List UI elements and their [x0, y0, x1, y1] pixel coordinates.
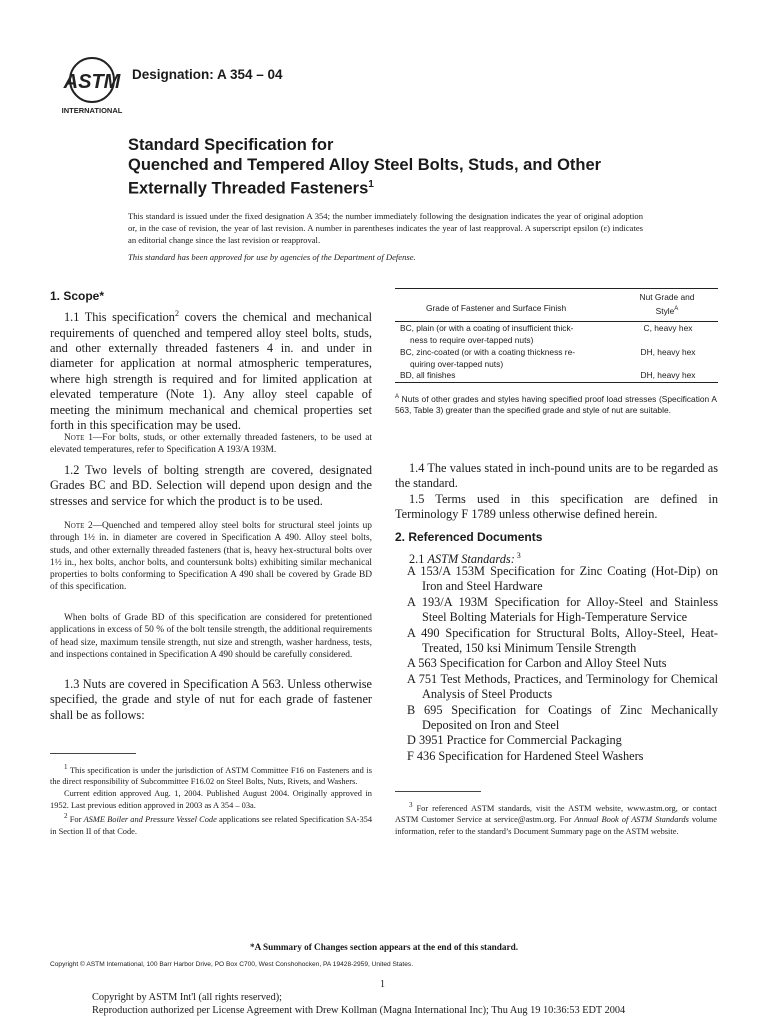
table-top-rule [395, 288, 718, 289]
copyright-line: Copyright © ASTM International, 100 Barr Harbor Drive, PO Box C700, West Conshohocken, PA 19428-2959, United States. [50, 961, 414, 968]
paragraph-2-1: 2.1 ASTM Standards: $^3$ [409, 551, 521, 567]
table-header-nut: Nut Grade and Style$^A$ [639, 292, 695, 316]
footnote-1: $^1$ This specification is under the jurisdiction of ASTM Committee F16 on Fasteners and is the direct responsibility of Subcommittee F16.02 on Steel Bolts, Nuts, Rivets, and Washers. [50, 763, 372, 787]
list-item: A 563 Specification for Carbon and Alloy Steel Nuts [407, 656, 667, 671]
list-item: F 436 Specification for Hardened Steel Washers [407, 748, 644, 763]
title-line-3: Externally Threaded Fasteners [128, 179, 369, 198]
license-line-1: Copyright by ASTM Int'l (all rights reserved); [92, 992, 283, 1003]
footnote-2: $^2$ For ASME Boiler and Pressure Vessel Code applications see related Specification SA-354 in Section II of that Code. [50, 812, 373, 836]
table-bottom-rule [395, 382, 718, 383]
list-item: A 153/A 153M Specification for Zinc Coating (Hot-Dip) on Iron and Steel Hardware [407, 564, 718, 594]
table-row: BC, plain (or with a coating of insufficient thick- ness to require over-tapped nuts) [400, 323, 574, 345]
list-item: D 3951 Practice for Commercial Packaging [407, 733, 622, 748]
list-item: A 490 Specification for Structural Bolts, Alloy-Steel, Heat-Treated, 150 ksi Minimum Tensile Strength [407, 625, 718, 656]
table-cell-nut: DH, heavy hex [640, 370, 696, 380]
footnote-1b: Current edition approved Aug. 1, 2004. Published August 2004. Originally approved in 1952. Last previous edition approved in 2003 as A 354 – 03a. [50, 788, 372, 810]
note-1: Note 1—For bolts, studs, or other externally threaded fasteners, to be used at elevated temperatures, refer to Specification A 193/A 193M. [50, 433, 372, 456]
summary-of-changes-note: *A Summary of Changes section appears at the end of this standard. [250, 942, 518, 952]
paragraph-1-5: 1.5 Terms used in this specification are defined in Terminology F 1789 unless otherwise defined herein. [395, 492, 718, 522]
list-item: A 751 Test Methods, Practices, and Terminology for Chemical Analysis of Steel Products [407, 671, 718, 702]
logo-text: ASTM [63, 71, 121, 93]
table-row: BD, all finishes [400, 370, 456, 380]
document-title [128, 135, 688, 199]
note-2: Note 2—Quenched and tempered alloy steel bolts for structural steel joints up through 1½ in. in diameter are covered in Specification A 490. Alloy steel bolts, studs, and other externally threaded fasteners (that is, heavy hex-structural bolts over 1½ in., hex bolts, anchor bolts, and countersunk bolts) exhibiting similar mechanical properties to bolts conforming to Specification A 490 shall be covered by Grade BD of this specification. [50, 521, 372, 593]
table-footnote: $^A$ Nuts of other grades and styles having specified proof load stresses (Specification A 563, Table 3) greater than the specified grade and style of nut are suitable. [395, 393, 717, 416]
note-2-continued: When bolts of Grade BD of this specification are considered for pretentioned applications in excess of 50 % of the bolt tensile strength, the additional requirements of head size, maximum tensile strength, nut size and strength, washer hardness, tests, and inspections contained in Specification A 490 should be carefully considered. [50, 613, 372, 660]
table-row: BC, zinc-coated (or with a coating thickness re- quiring over-tapped nuts) [400, 347, 576, 369]
footnote-divider [395, 791, 481, 792]
title-line-2: Quenched and Tempered Alloy Steel Bolts, Studs, and Other [128, 156, 602, 174]
referenced-documents-heading: 2. Referenced Documents [395, 530, 543, 544]
issuance-statement: This standard is issued under the fixed designation A 354; the number immediately following the designation indicates the year of original adoption or, in the case of revision, the year of last revision. A number in parentheses indicates the year of last reapproval. A superscript epsilon (ε) indicates an editorial change since the last revision or reapproval. [128, 211, 643, 246]
table-header-rule [395, 321, 718, 322]
paragraph-1-3: 1.3 Nuts are covered in Specification A 563. Unless otherwise specified, the grade and style of nut for each grade of fastener shall be as follows: [50, 677, 372, 722]
paragraph-1-2: 1.2 Two levels of bolting strength are covered, designated Grades BC and BD. Selection will depend upon design and the stresses and service for which the product is to be used. [50, 463, 372, 508]
footnote-divider [50, 753, 136, 754]
page-number: 1 [380, 979, 385, 990]
table-cell-nut: C, heavy hex [643, 323, 693, 333]
logo-subtext: INTERNATIONAL [61, 106, 123, 115]
defense-approval-statement: This standard has been approved for use by agencies of the Department of Defense. [128, 252, 416, 262]
referenced-standards-list [407, 564, 718, 764]
scope-heading: 1. Scope* [50, 289, 105, 303]
designation: Designation: A 354 – 04 [132, 67, 283, 82]
table-cell-nut: DH, heavy hex [640, 347, 696, 357]
astm-logo [58, 52, 126, 116]
list-item: B 695 Specification for Coatings of Zinc Mechanically Deposited on Iron and Steel [407, 702, 718, 733]
paragraph-1-4: 1.4 The values stated in inch-pound units are to be regarded as the standard. [395, 461, 718, 491]
paragraph-1-1: 1.1 This specification$^2$ covers the chemical and mechanical requirements of quenched and tempered alloy steel bolts, studs, and other externally threaded fasteners 4 in. and under in diameter for application at normal atmospheric temperatures, where high strength is required and for limited application at elevated temperature (Note 1). Any alloy steel capable of meeting the minimum mechanical and chemical properties set forth in this specification may be used. [50, 309, 373, 432]
list-item: A 193/A 193M Specification for Alloy-Steel and Stainless Steel Bolting Materials for High-Temperature Service [407, 594, 718, 625]
title-line-1: Standard Specification for [128, 136, 334, 154]
license-line-2: Reproduction authorized per License Agreement with Drew Kollman (Magna International Inc); Thu Aug 19 10:36:53 EDT 2004 [92, 1005, 626, 1016]
table-header-grade: Grade of Fastener and Surface Finish [426, 303, 567, 313]
footnote-3: $^3$ For referenced ASTM standards, visit the ASTM website, www.astm.org, or contact ASTM Customer Service at service@astm.org. For Annual Book of ASTM Standards volume information, refer to the standard’s Document Summary page on the ASTM website. [395, 801, 717, 836]
footnotes [50, 762, 372, 837]
title-footnote-mark: 1 [368, 179, 374, 190]
